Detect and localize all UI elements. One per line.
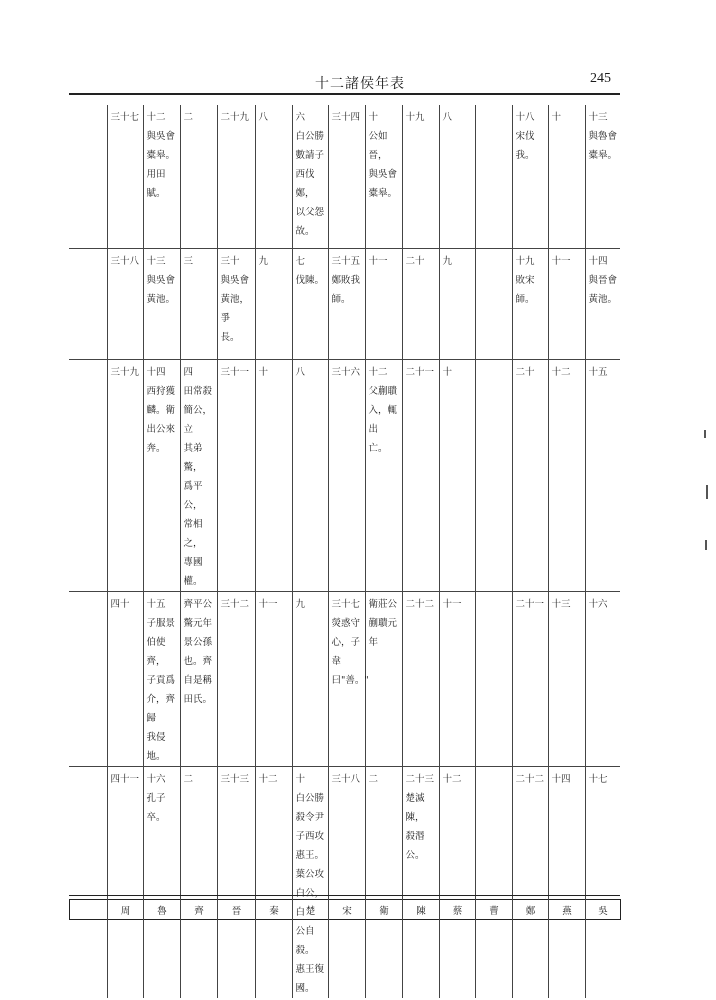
year-row bbox=[69, 360, 620, 592]
state-label: 宋 bbox=[329, 900, 366, 920]
year-cell: 十六 bbox=[585, 592, 620, 767]
year-cell: 十三 與吳會 黃池。 bbox=[143, 249, 180, 360]
year-cell: 九 bbox=[255, 249, 292, 360]
year-cell bbox=[475, 360, 512, 592]
year-cell: 七 伐陳。 bbox=[292, 249, 328, 360]
year-cell: 三十八 bbox=[328, 767, 365, 999]
year-cell: 九 bbox=[439, 249, 475, 360]
year-cell: 十三 bbox=[548, 592, 585, 767]
year-cell: 十二 父蒯聵 入，輒出 亡。 bbox=[365, 360, 402, 592]
state-label: 鄭 bbox=[513, 900, 549, 920]
year-cell: 齊平公 驁元年 景公孫 也。齊 自是稱 田氏。 bbox=[180, 592, 217, 767]
state-label: 燕 bbox=[549, 900, 586, 920]
year-cell: 三十七 熒惑守 心，子韋 曰"善。" bbox=[328, 592, 365, 767]
year-cell: 十二 bbox=[255, 767, 292, 999]
year-cell: 十六 孔子卒。 bbox=[143, 767, 180, 999]
state-label: 吳 bbox=[586, 900, 621, 920]
year-cell: 十 bbox=[439, 360, 475, 592]
year-cell: 十四 西狩獲 麟。衛 出公來 奔。 bbox=[143, 360, 180, 592]
year-cell: 十一 bbox=[365, 249, 402, 360]
year-cell: 十九 敗宋師。 bbox=[512, 249, 548, 360]
year-cell: 三十四 bbox=[328, 105, 365, 249]
year-cell: 十七 bbox=[585, 767, 620, 999]
year-cell: 二 bbox=[180, 767, 217, 999]
year-cell: 三十六 bbox=[328, 360, 365, 592]
year-cell: 三十三 bbox=[217, 767, 255, 999]
year-cell: 十二 bbox=[439, 767, 475, 999]
year-cell bbox=[475, 105, 512, 249]
state-label: 秦 bbox=[256, 900, 293, 920]
year-cell: 十二 與吳會 橐皋。 用田賦。 bbox=[143, 105, 180, 249]
year-cell: 三十九 bbox=[107, 360, 143, 592]
year-cell: 八 bbox=[292, 360, 328, 592]
year-cell: 三十七 bbox=[107, 105, 143, 249]
year-cell: 八 bbox=[439, 105, 475, 249]
bottom-rule bbox=[69, 895, 620, 896]
margin-cell bbox=[69, 767, 107, 999]
state-label: 魯 bbox=[144, 900, 181, 920]
year-cell: 十一 bbox=[548, 249, 585, 360]
year-cell: 四十 bbox=[107, 592, 143, 767]
year-cell: 三十五 鄭敗我 師。 bbox=[328, 249, 365, 360]
margin-cell bbox=[69, 592, 107, 767]
year-cell: 十二 bbox=[548, 360, 585, 592]
year-cell: 十 bbox=[548, 105, 585, 249]
year-cell: 十四 bbox=[548, 767, 585, 999]
year-cell bbox=[475, 592, 512, 767]
scan-edge-mark bbox=[704, 430, 706, 438]
year-cell: 十 白公勝 殺令尹 子西攻 惠王。 葉公攻 白公，白 公自殺。 惠王復 國。 bbox=[292, 767, 328, 999]
state-label: 衛 bbox=[366, 900, 403, 920]
top-rule bbox=[69, 93, 620, 95]
margin-cell bbox=[69, 105, 107, 249]
margin-cell bbox=[69, 249, 107, 360]
year-cell: 三 bbox=[180, 249, 217, 360]
year-cell: 十九 bbox=[402, 105, 439, 249]
year-cell: 二十 bbox=[512, 360, 548, 592]
scan-edge-mark bbox=[706, 485, 708, 499]
year-cell: 八 bbox=[255, 105, 292, 249]
page-number: 245 bbox=[590, 71, 611, 86]
year-cell: 十 公如晉， 與吳會 橐皋。 bbox=[365, 105, 402, 249]
year-cell: 九 bbox=[292, 592, 328, 767]
year-cell: 十五 bbox=[585, 360, 620, 592]
year-cell: 十 bbox=[255, 360, 292, 592]
year-cell: 二 bbox=[365, 767, 402, 999]
year-cell: 三十 與吳會 黃池，爭 長。 bbox=[217, 249, 255, 360]
year-cell: 三十八 bbox=[107, 249, 143, 360]
year-row bbox=[69, 592, 620, 767]
state-label: 蔡 bbox=[440, 900, 476, 920]
state-label: 齊 bbox=[181, 900, 218, 920]
year-cell: 二十 bbox=[402, 249, 439, 360]
year-cell: 四十一 bbox=[107, 767, 143, 999]
year-row bbox=[69, 249, 620, 360]
year-cell: 二十一 bbox=[402, 360, 439, 592]
year-row bbox=[69, 105, 620, 249]
state-label: 晉 bbox=[218, 900, 256, 920]
year-cell: 十三 與魯會 橐皋。 bbox=[585, 105, 620, 249]
year-cell: 十一 bbox=[255, 592, 292, 767]
year-cell: 十八 宋伐我。 bbox=[512, 105, 548, 249]
year-cell: 衛莊公 蒯聵元 年 bbox=[365, 592, 402, 767]
margin-cell bbox=[70, 900, 108, 920]
state-label: 楚 bbox=[293, 900, 329, 920]
year-cell bbox=[475, 249, 512, 360]
year-cell: 四 田常殺 簡公，立 其弟驁， 爲平公， 常相之， 專國權。 bbox=[180, 360, 217, 592]
year-cell: 十五 子服景 伯使齊， 子貢爲 介，齊歸 我侵地。 bbox=[143, 592, 180, 767]
year-cell: 二 bbox=[180, 105, 217, 249]
year-cell: 二十二 bbox=[402, 592, 439, 767]
state-header-row bbox=[69, 899, 621, 920]
year-cell: 三十二 bbox=[217, 592, 255, 767]
year-cell bbox=[475, 767, 512, 999]
year-cell: 十一 bbox=[439, 592, 475, 767]
state-label: 曹 bbox=[476, 900, 513, 920]
year-cell: 二十三 楚滅陳， 殺湣公。 bbox=[402, 767, 439, 999]
chronology-table bbox=[69, 105, 620, 998]
margin-cell bbox=[69, 360, 107, 592]
year-cell: 三十一 bbox=[217, 360, 255, 592]
state-label: 陳 bbox=[403, 900, 440, 920]
year-row bbox=[69, 767, 620, 999]
year-cell: 十四 與晉會 黃池。 bbox=[585, 249, 620, 360]
state-label: 周 bbox=[108, 900, 144, 920]
year-cell: 二十二 bbox=[512, 767, 548, 999]
year-cell: 二十一 bbox=[512, 592, 548, 767]
year-cell: 二十九 bbox=[217, 105, 255, 249]
year-cell: 六 白公勝 數請子 西伐鄭， 以父怨 故。 bbox=[292, 105, 328, 249]
page-header-title: 十二諸侯年表 bbox=[315, 76, 405, 92]
scan-edge-mark bbox=[705, 540, 707, 550]
